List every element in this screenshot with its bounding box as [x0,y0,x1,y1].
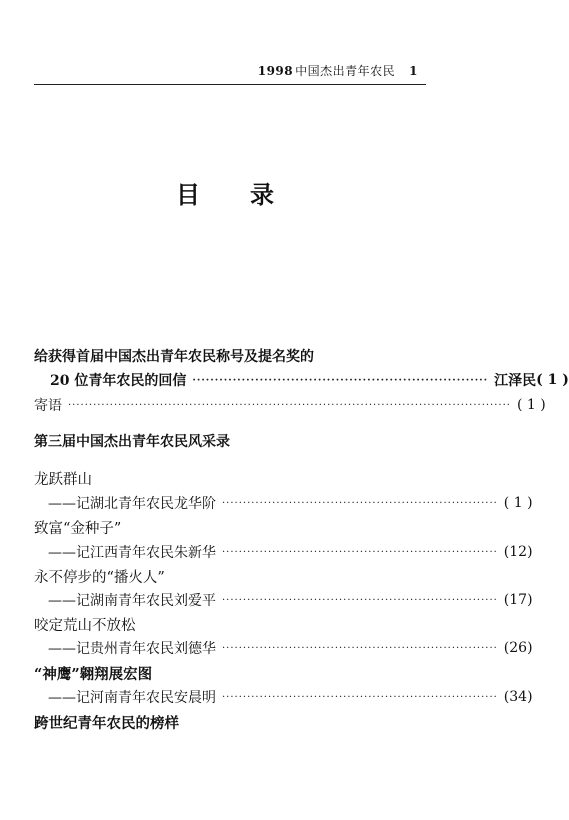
header-year: 1998 [257,64,294,78]
header-title: 中国杰出青年农民 [295,64,396,78]
leader-dots: ·································································· [192,374,489,386]
letter-title-line1: 给获得首届中国杰出青年农民称号及提名奖的 [34,349,314,365]
toc-entry-title[interactable]: 咬定荒山不放松 [34,617,136,634]
leader-dots: ·································································· [222,546,498,558]
leader-dots: ·································································· [222,594,498,606]
toc-entry-title[interactable]: 永不停步的“播火人” [34,569,165,586]
message-page: ( 1 ) [516,397,546,413]
leader-dots: ·································································· [222,642,498,654]
toc-entry-message[interactable] [34,394,546,416]
toc-entry-subtitle[interactable]: ——记河南青年农民安晨明 ·································································· (34) [48,689,533,706]
toc-entry-subtitle[interactable]: ——记江西青年农民朱新华 ·································································· (12) [48,544,533,561]
toc-entry-letter-line1[interactable] [34,345,426,367]
header-page-number: 1 [409,64,418,78]
toc-entry-subtitle[interactable]: ——记湖北青年农民龙华阶 ·································································· ( 1 ) [48,495,533,512]
running-header [258,62,418,79]
letter-author: 江泽民 [494,373,537,389]
letter-title-line2: 20 位青年农民的回信 [50,373,187,389]
toc-entry-title[interactable]: 跨世纪青年农民的榜样 [34,714,179,732]
toc-entry-title[interactable]: 龙跃群山 [34,471,92,488]
toc-entry-title[interactable]: “神鹰”翱翔展宏图 [34,665,153,683]
letter-page: ( 1 ) [536,372,569,388]
toc-entry-subtitle[interactable]: ——记湖南青年农民刘爱平 ·································································· (17) [48,592,533,609]
leader-dots: ·································································· [222,691,498,703]
toc-title: 目录 [176,181,324,209]
toc-entry-subtitle[interactable]: ——记贵州青年农民刘德华 ·································································· (26) [48,640,533,657]
section-title[interactable]: 第三届中国杰出青年农民风采录 [34,434,230,450]
toc-entry-title[interactable]: 致富“金种子” [34,520,122,537]
header-rule [34,84,426,85]
leader-dots: ·········································································································· [68,399,511,411]
message-title: 寄语 [34,398,62,414]
toc-entry-letter-line2[interactable] [50,369,569,391]
leader-dots: ·································································· [222,497,498,509]
